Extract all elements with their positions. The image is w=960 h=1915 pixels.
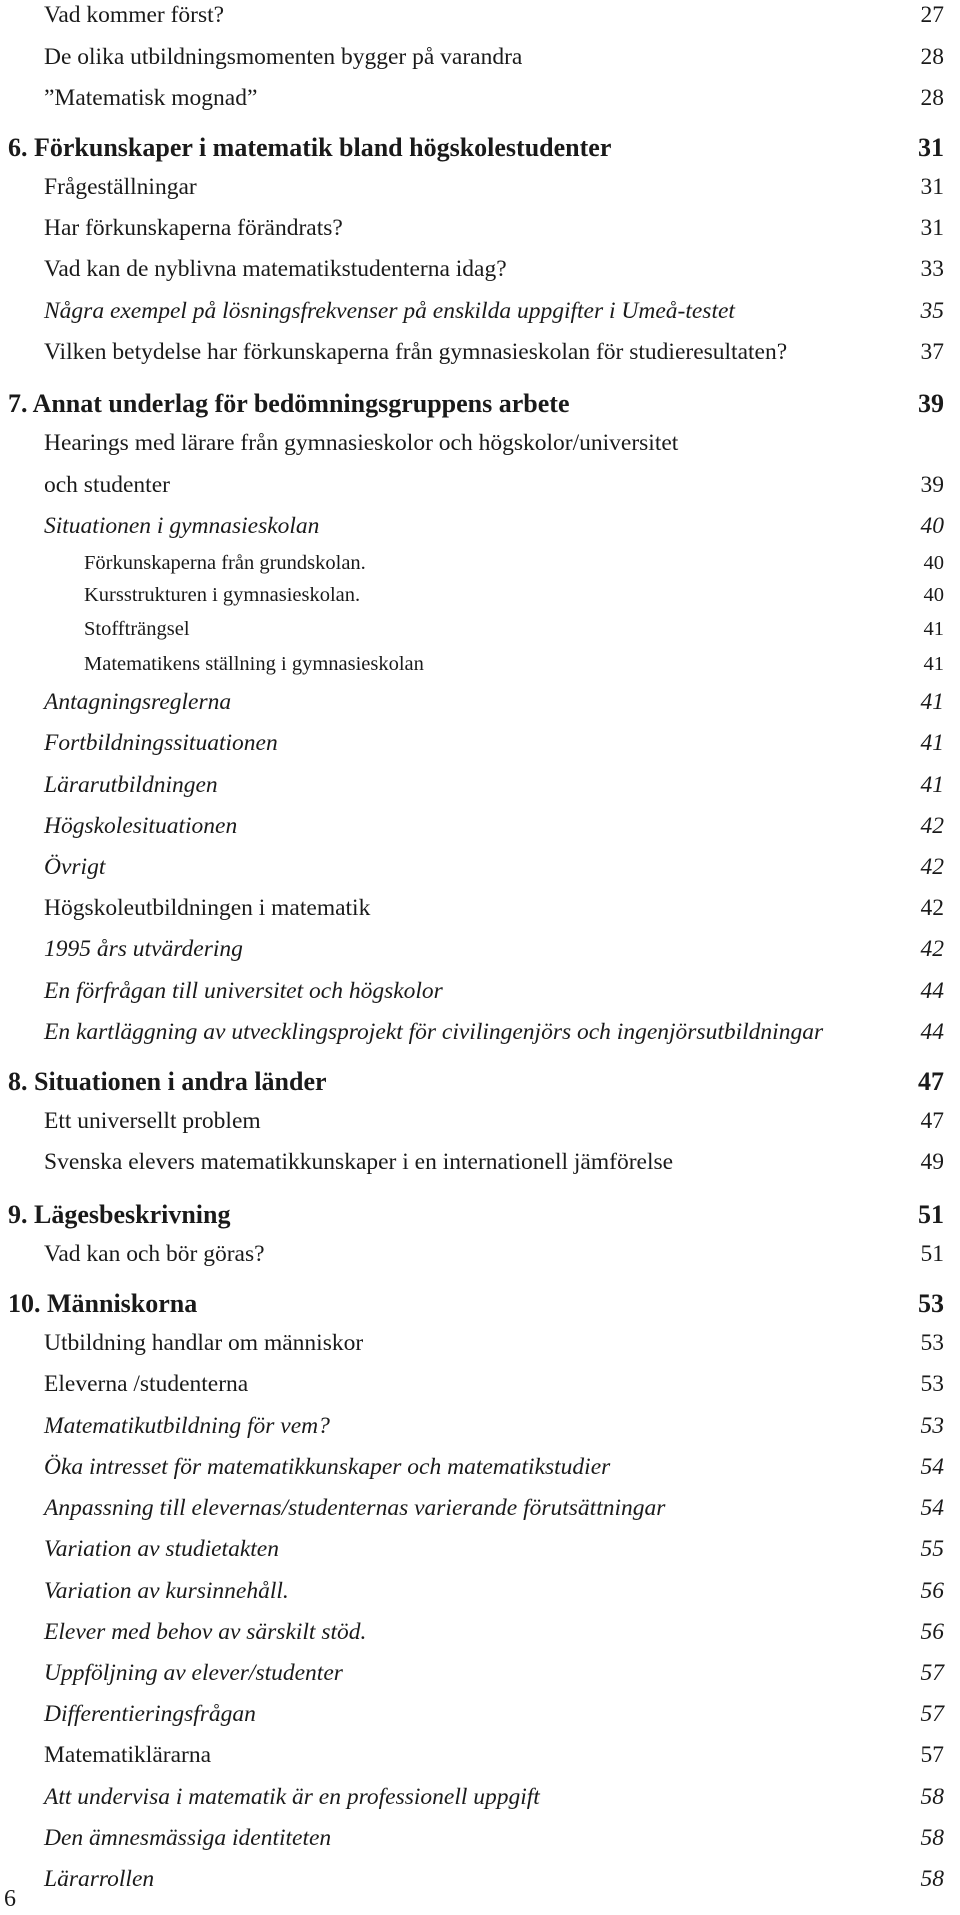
toc-entry-page: 42 <box>920 936 944 962</box>
toc-entry-title: Vad kommer först? <box>44 2 225 28</box>
toc-entry-page: 31 <box>920 215 944 241</box>
toc-entry-page: 39 <box>920 472 944 498</box>
toc-entry-title: 10. Människorna <box>8 1289 198 1318</box>
toc-entry-page: 37 <box>920 339 944 365</box>
toc-entry-page: 57 <box>920 1701 944 1727</box>
toc-entry-page: 42 <box>920 895 944 921</box>
toc-entry-page: 35 <box>920 298 944 324</box>
toc-entry-title: Uppföljning av elever/studenter <box>44 1660 343 1686</box>
toc-entry-title: 1995 års utvärdering <box>44 936 243 962</box>
toc-entry-page: 41 <box>920 689 944 715</box>
toc-entry-title: och studenter <box>44 472 170 498</box>
toc-entry-page: 41 <box>920 772 944 798</box>
toc-entry-page: 31 <box>920 174 944 200</box>
toc-entry-title: Variation av kursinnehåll. <box>44 1578 289 1604</box>
toc-entry-page: 49 <box>920 1149 944 1175</box>
toc-entry-title: Den ämnesmässiga identiteten <box>44 1825 332 1851</box>
toc-entry-page: 40 <box>920 513 944 539</box>
toc-entry-page: 27 <box>920 2 944 28</box>
toc-entry-page: 28 <box>920 85 944 111</box>
toc-entry-page: 53 <box>918 1289 944 1318</box>
toc-entry-title: De olika utbildningsmomenten bygger på varandra <box>44 44 523 70</box>
toc-entry-page: 56 <box>920 1619 944 1645</box>
toc-entry-page: 40 <box>923 552 944 574</box>
toc-entry-title: Lärarutbildningen <box>44 772 218 798</box>
toc-entry-title: ”Matematisk mognad” <box>44 85 258 111</box>
toc-entry-title: Har förkunskaperna förändrats? <box>44 215 343 241</box>
toc-entry-page: 44 <box>920 978 944 1004</box>
toc-entry-page: 40 <box>923 584 944 606</box>
page-number: 6 <box>4 1886 16 1912</box>
toc-entry-title: Matematikutbildning för vem? <box>44 1413 330 1439</box>
toc-entry-title: Antagningsreglerna <box>44 689 232 715</box>
toc-entry-title: 7. Annat underlag för bedömningsgruppens arbete <box>8 389 570 418</box>
toc-entry-page: 41 <box>923 653 944 675</box>
toc-entry-page: 53 <box>920 1371 944 1397</box>
toc-entry-title: Vilken betydelse har förkunskaperna från gymnasieskolan för studieresultaten? <box>44 339 788 365</box>
toc-entry-page: 53 <box>920 1330 944 1356</box>
toc-entry-page: 57 <box>920 1660 944 1686</box>
toc-entry-title: Differentieringsfrågan <box>44 1701 256 1727</box>
toc-entry-page: 47 <box>920 1108 944 1134</box>
toc-entry-title: Matematikens ställning i gymnasieskolan <box>84 653 424 675</box>
toc-entry-title: Några exempel på lösningsfrekvenser på enskilda uppgifter i Umeå-testet <box>44 298 735 324</box>
toc-entry-title: Svenska elevers matematikkunskaper i en internationell jämförelse <box>44 1149 674 1175</box>
toc-entry-title: 9. Lägesbeskrivning <box>8 1200 231 1229</box>
toc-entry-title: Högskoleutbildningen i matematik <box>44 895 371 921</box>
toc-entry-title: En kartläggning av utvecklingsprojekt för civilingenjörs och ingenjörsutbildningar <box>44 1019 824 1045</box>
toc-entry-page: 31 <box>918 133 944 162</box>
toc-entry-title: Matematiklärarna <box>44 1742 212 1768</box>
toc-entry-title: Frågeställningar <box>44 174 197 200</box>
toc-entry-page: 55 <box>920 1536 944 1562</box>
toc-entry-title: Fortbildningssituationen <box>44 730 278 756</box>
toc-entry-title: Utbildning handlar om människor <box>44 1330 364 1356</box>
toc-entry-page: 54 <box>920 1454 944 1480</box>
toc-entry-page: 51 <box>918 1200 944 1229</box>
toc-entry-title: Förkunskaperna från grundskolan. <box>84 552 366 574</box>
toc-entry-page: 56 <box>920 1578 944 1604</box>
toc-entry-title: En förfrågan till universitet och högskolor <box>44 978 443 1004</box>
toc-entry-title: Högskolesituationen <box>44 813 238 839</box>
toc-entry-title: Vad kan och bör göras? <box>44 1241 265 1267</box>
toc-entry-title: Ett universellt problem <box>44 1108 261 1134</box>
toc-entry-title: Övrigt <box>44 854 106 880</box>
toc-entry-page: 54 <box>920 1495 944 1521</box>
toc-entry-page: 42 <box>920 813 944 839</box>
toc-entry-page: 58 <box>920 1825 944 1851</box>
toc-entry-page: 58 <box>920 1784 944 1810</box>
toc-entry-title: Kursstrukturen i gymnasieskolan. <box>84 584 361 606</box>
toc-entry-page: 58 <box>920 1866 944 1892</box>
toc-entry-title: Öka intresset för matematikkunskaper och matematikstudier <box>44 1454 611 1480</box>
toc-entry-title: 8. Situationen i andra länder <box>8 1067 327 1096</box>
toc-entry-title: Stoffträngsel <box>84 618 190 640</box>
toc-entry-page: 41 <box>920 730 944 756</box>
toc-entry-page: 28 <box>920 44 944 70</box>
toc-entry-page: 33 <box>920 256 944 282</box>
toc-entry-title: Vad kan de nyblivna matematikstudenterna idag? <box>44 256 507 282</box>
toc-entry-title: Att undervisa i matematik är en professionell uppgift <box>44 1784 540 1810</box>
toc-entry-title: Lärarrollen <box>44 1866 155 1892</box>
toc-entry-page: 39 <box>918 389 944 418</box>
toc-entry-page: 41 <box>923 618 944 640</box>
toc-entry-page: 42 <box>920 854 944 880</box>
toc-entry-page: 51 <box>920 1241 944 1267</box>
toc-entry-page: 44 <box>920 1019 944 1045</box>
toc-entry-title: Elever med behov av särskilt stöd. <box>44 1619 367 1645</box>
toc-entry-page: 57 <box>920 1742 944 1768</box>
toc-entry-page: 47 <box>918 1067 944 1096</box>
toc-entry-title: Hearings med lärare från gymnasieskolor och högskolor/universitet <box>44 430 679 456</box>
toc-entry-title: Anpassning till elevernas/studenternas varierande förutsättningar <box>44 1495 666 1521</box>
toc-entry-title: Situationen i gymnasieskolan <box>44 513 320 539</box>
toc-entry-title: 6. Förkunskaper i matematik bland högskolestudenter <box>8 133 612 162</box>
toc-entry-title: Eleverna /studenterna <box>44 1371 249 1397</box>
toc-entry-page: 53 <box>920 1413 944 1439</box>
toc-entry-title: Variation av studietakten <box>44 1536 279 1562</box>
